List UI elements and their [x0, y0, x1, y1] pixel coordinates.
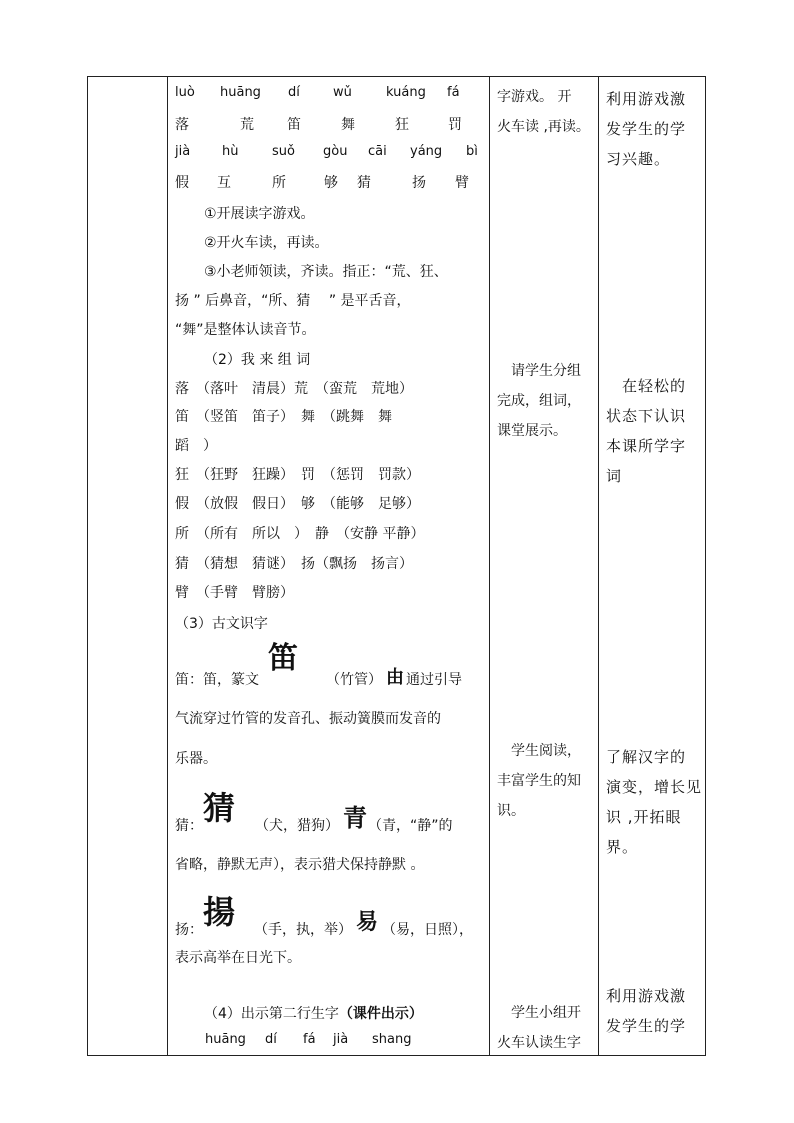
- courseware-note: （课件出示）: [338, 1006, 423, 1022]
- seal-script-label: 笛：笛，篆文: [175, 672, 259, 688]
- intent-block: [606, 371, 702, 491]
- intent-block: [606, 981, 702, 1041]
- activity-block: [497, 356, 597, 446]
- step-text: ①开展读字游戏。: [204, 206, 315, 222]
- new-character: 假: [175, 175, 189, 191]
- activity-line: 火车读 ,再读。: [497, 119, 590, 135]
- new-character: 舞: [341, 117, 355, 133]
- new-character: 互: [217, 175, 231, 191]
- intent-line: 识 ,开拓眼界。: [606, 808, 682, 856]
- word-group-line: 笛 （竖笛 笛子） 舞 （跳舞 舞: [175, 409, 392, 425]
- pinyin: kuáng: [386, 85, 426, 100]
- intent-line: 在轻松的: [606, 377, 687, 395]
- word-group-line: 所 （所有 所以 ） 静 （安静 平静）: [175, 526, 425, 542]
- seal-script-text: （竹管）: [326, 672, 382, 688]
- seal-script-glyph: 易: [356, 909, 379, 935]
- pinyin: dí: [288, 85, 300, 100]
- seal-script-glyph: 由: [386, 667, 404, 688]
- seal-script-label: 扬：: [175, 922, 203, 938]
- seal-script-glyph: 猜: [203, 789, 236, 827]
- intent-line: 本课所学字: [606, 437, 687, 455]
- pinyin: shang: [372, 1032, 412, 1047]
- word-group-line: 蹈 ）: [175, 438, 217, 454]
- new-character: 狂: [395, 117, 409, 133]
- intent-line: 演变，增长见: [606, 778, 703, 796]
- pinyin: jià: [333, 1032, 349, 1047]
- pinyin: hù: [222, 144, 239, 159]
- section-heading: [204, 1002, 423, 1026]
- seal-script-text: 省略，静默无声），表示猎犬保持静默 。: [175, 857, 425, 873]
- seal-script-text: （易，日照），: [382, 922, 473, 938]
- pinyin: wǔ: [333, 85, 352, 100]
- pinyin: cāi: [368, 144, 387, 159]
- activity-line: 课堂展示。: [497, 423, 567, 439]
- activity-block: [497, 998, 597, 1058]
- seal-script-glyph: 笛: [268, 641, 298, 676]
- new-character: 落: [175, 117, 189, 133]
- column-divider-2: [489, 77, 490, 1055]
- pinyin: bì: [466, 144, 478, 159]
- pinyin: luò: [175, 85, 195, 100]
- intent-line: 利用游戏激: [606, 90, 687, 108]
- pinyin: huāng: [205, 1032, 246, 1047]
- step-text: “舞”是整体认读音节。: [175, 322, 316, 338]
- word-group-line: 臂 （手臂 臂膀）: [175, 585, 294, 601]
- section-heading: （2）我 来 组 词: [204, 352, 311, 368]
- seal-script-text: 乐器。: [175, 751, 217, 767]
- pinyin: fá: [303, 1032, 316, 1047]
- new-character: 所: [272, 175, 286, 191]
- seal-script-text: 通过引导: [406, 672, 462, 688]
- intent-line: 状态下认识: [606, 407, 687, 425]
- column-divider-1: [167, 77, 168, 1055]
- new-character: 猜: [357, 175, 371, 191]
- pinyin: gòu: [323, 144, 348, 159]
- word-group-line: 猜 （猜想 猜谜） 扬（飘扬 扬言）: [175, 556, 413, 572]
- word-group-line: 狂 （狂野 狂躁） 罚 （惩罚 罚款）: [175, 467, 420, 483]
- intent-line: 词: [606, 467, 623, 485]
- activity-line: 学生阅读，: [497, 743, 581, 759]
- activity-line: 请学生分组: [497, 363, 581, 379]
- new-character: 罚: [448, 117, 462, 133]
- new-character: 臂: [455, 175, 469, 191]
- intent-line: 了解汉字的: [606, 748, 687, 766]
- intent-line: 发学生的学: [606, 120, 687, 138]
- activity-line: 完成，组词，: [497, 393, 581, 409]
- new-character: 够: [324, 175, 338, 191]
- column-divider-3: [598, 77, 599, 1055]
- intent-line: 利用游戏激: [606, 987, 687, 1005]
- activity-line: 学生小组开: [497, 1005, 581, 1021]
- word-group-line: 假 （放假 假日） 够 （能够 足够）: [175, 496, 420, 512]
- seal-script-text: （青，“静”的: [368, 818, 453, 834]
- seal-script-glyph: 青: [343, 803, 367, 832]
- step-text: 扬 ” 后鼻音，“所、猜 ” 是平舌音，: [175, 293, 411, 309]
- pinyin: huāng: [220, 85, 261, 100]
- activity-block: [497, 736, 597, 826]
- activity-line: 丰富学生的知: [497, 773, 581, 789]
- section-4-title: （4）出示第二行生字: [204, 1006, 339, 1022]
- new-character: 扬: [412, 175, 426, 191]
- activity-line: 识。: [497, 803, 525, 819]
- step-text: ③小老师领读，齐读。指正：“荒、狂、: [204, 264, 448, 280]
- new-character: 笛: [287, 117, 301, 133]
- seal-script-text: 气流穿过竹管的发音孔、振动簧膜而发音的: [175, 711, 441, 727]
- seal-script-text: （手，执，举）: [254, 922, 352, 938]
- activity-line: 火车认读生字: [497, 1035, 581, 1051]
- intent-block: [606, 742, 702, 862]
- pinyin: suǒ: [272, 144, 295, 159]
- section-heading: （3）古文识字: [175, 616, 268, 632]
- pinyin: yáng: [410, 144, 443, 159]
- seal-script-glyph: 揚: [203, 893, 236, 931]
- seal-script-label: 猜：: [175, 818, 203, 834]
- step-text: ②开火车读，再读。: [204, 235, 329, 251]
- seal-script-text: （犬，猎狗）: [255, 818, 339, 834]
- intent-line: 发学生的学: [606, 1017, 687, 1035]
- word-group-line: 落 （落叶 清晨）荒 （蛮荒 荒地）: [175, 381, 413, 397]
- intent-line: 习兴趣。: [606, 150, 671, 168]
- activity-block: [497, 82, 597, 142]
- pinyin: dí: [265, 1032, 277, 1047]
- seal-script-text: 表示高举在日光下。: [175, 950, 301, 966]
- pinyin: jià: [175, 144, 191, 159]
- pinyin: fá: [447, 85, 460, 100]
- activity-line: 字游戏。 开: [497, 89, 572, 105]
- new-character: 荒: [240, 117, 254, 133]
- intent-block: [606, 84, 702, 174]
